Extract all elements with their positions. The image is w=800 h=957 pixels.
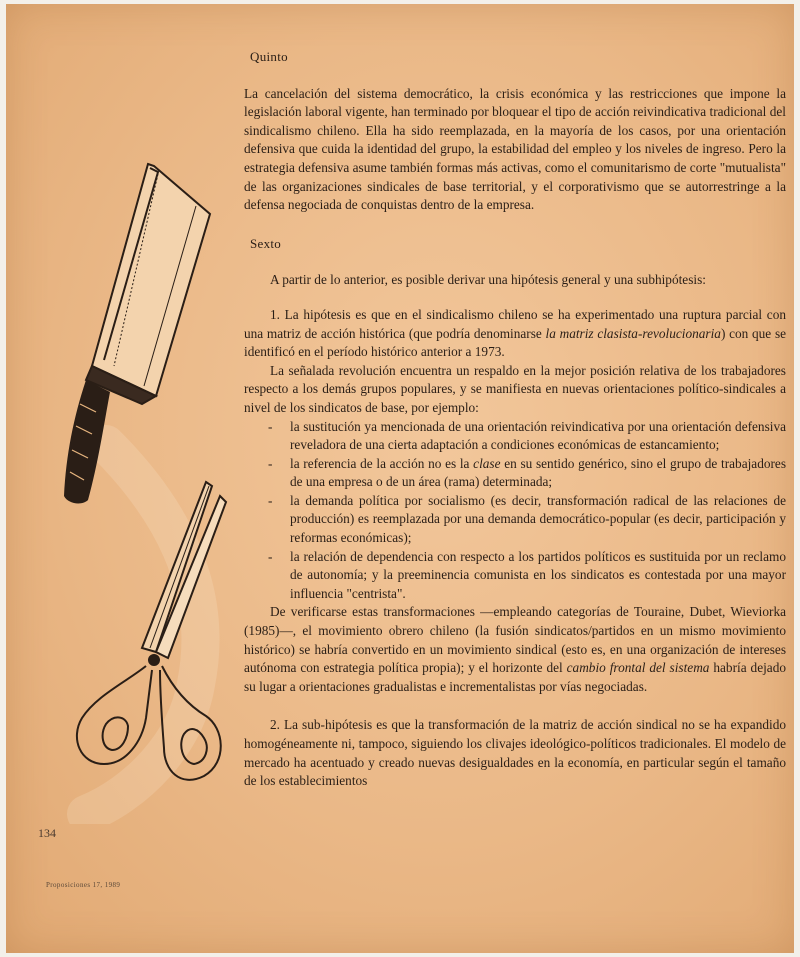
paragraph-quinto: La cancelación del sistema democrático, la crisis económica y las restricciones que impone la legislación laboral vigente, han terminado por bloquear el tipo de acción reivindicativa tradicional del sindicalismo chileno. Ella ha sido reemplazada, en la mayoría de los casos, por una orientación defensiva que cuida la identidad del grupo, la estabilidad del empleo y los niveles de ingreso. Pero la estrategia defensiva asume también formas más activas, como el comunitarismo de corte "mutualista" de las organizaciones sindicales de base territorial, y el corporativismo que se autorrestringe a la defensa negociada de conquistas dentro de la empresa. [244, 85, 786, 213]
scanned-page [6, 4, 794, 953]
scissors-illustration [56, 472, 236, 792]
orientation-list [244, 418, 786, 604]
hypothesis-2: 2. La sub-hipótesis es que la transformación de la matriz de acción sindical no se ha expandido homogéneamente ni, tampoco, siguiendo los clivajes ideológico-políticos tradicionales. El modelo de mercado ha acentuado y creado nuevas desigualdades en la economía, en particular según el tamaño de los establecimientos [244, 717, 786, 789]
body-text [244, 48, 786, 791]
section-heading-quinto: Quinto [250, 49, 288, 64]
hypothesis-1: 1. La hipótesis es que en el sindicalismo chileno se ha experimentado una ruptura parcial con una matriz de acción histórica (que podría denominarse la matriz clasista-revolucionaria) con que se identificó en el período histórico anterior a 1973. [244, 306, 787, 360]
list-item: - la sustitución ya mencionada de una orientación reivindicativa por una orientación defensiva reveladora de una cierta adaptación a condiciones económicas de estancamiento; [268, 418, 786, 453]
paragraph-transformations: De verificarse estas transformaciones —empleando categorías de Touraine, Dubet, Wieviorka (1985)—, el movimiento obrero chileno (la fusión sindicatos/partidos en un mismo movimiento histórico) se habría convertido en un movimiento sindical (esto es, en una organización de intereses autónoma con estrategia política propia); y el horizonte del cambio frontal del sistema habría dejado su lugar a orientaciones gradualistas e incrementalistas por vías negociadas. [244, 604, 786, 694]
cleaver-illustration [46, 154, 236, 514]
paragraph-intro: A partir de lo anterior, es posible derivar una hipótesis general y una subhipótesis: [270, 272, 706, 288]
section-heading-sexto: Sexto [250, 235, 282, 251]
list-item: - la relación de dependencia con respecto a los partidos políticos es sustituida por un reclamo de autonomía; y la preeminencia comunista en los sindicatos es contestada por una mayor influencia "centrista". [268, 548, 786, 601]
footer-note: Proposiciones 17, 1989 [46, 881, 121, 889]
page-number: 134 [38, 826, 56, 840]
list-item: - la demanda política por socialismo (es decir, transformación radical de las relaciones de producción) es reemplazada por una demanda democrático-popular (es decir, participación y reformas económicas); [268, 492, 786, 546]
list-item: - la referencia de la acción no es la clase en su sentido genérico, sino el grupo de trabajadores de una empresa o de un área (rama) determinada; [268, 455, 787, 490]
paragraph-revolution: La señalada revolución encuentra un respaldo en la mejor posición relativa de los trabajadores respecto a los demás grupos populares, y se manifiesta en nuevas orientaciones político-sindicales a nivel de los sindicatos de base, por ejemplo: [244, 362, 786, 415]
